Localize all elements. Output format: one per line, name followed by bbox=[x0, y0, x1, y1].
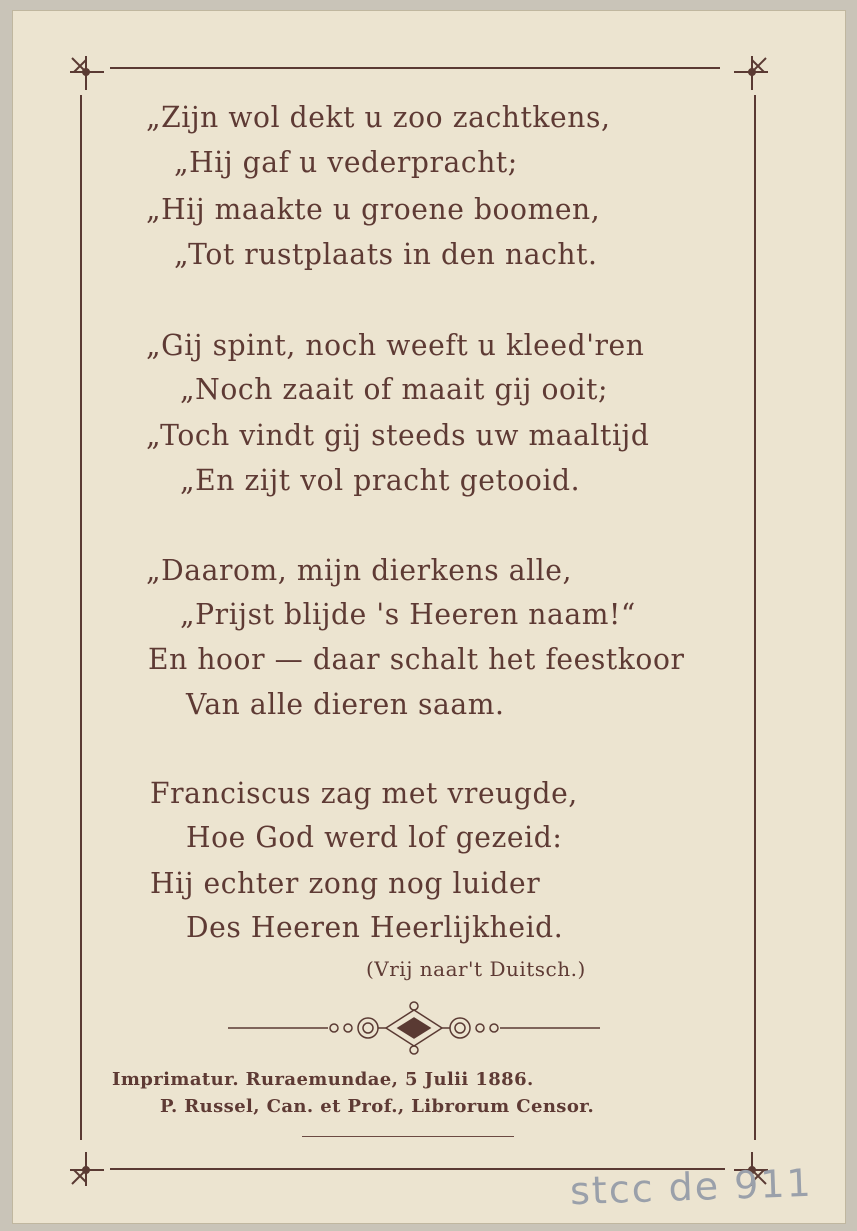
verse-line: Hij echter zong nog luider bbox=[150, 866, 541, 900]
divider-ornament-icon bbox=[228, 1000, 600, 1056]
archive-pencil-mark: stcc de 911 bbox=[569, 1160, 814, 1214]
verse-line: „En zijt vol pracht getooid. bbox=[180, 463, 581, 497]
border-right bbox=[754, 95, 756, 1140]
verse-line: Franciscus zag met vreugde, bbox=[150, 776, 578, 810]
verse-line: „Tot rustplaats in den nacht. bbox=[174, 237, 598, 271]
imprimatur-line: Imprimatur. Ruraemundae, 5 Julii 1886. bbox=[112, 1069, 534, 1090]
border-left bbox=[80, 95, 82, 1140]
verse-line: Hoe God werd lof gezeid: bbox=[186, 820, 563, 854]
verse-line: „Noch zaait of maait gij ooit; bbox=[180, 372, 609, 406]
verse-line: „Daarom, mijn dierkens alle, bbox=[146, 553, 572, 587]
verse-line: „Toch vindt gij steeds uw maaltijd bbox=[146, 418, 650, 452]
verse-line: „Gij spint, noch weeft u kleed'ren bbox=[146, 328, 645, 362]
verse-line: „Prijst blijde 's Heeren naam!“ bbox=[180, 597, 636, 631]
corner-ornament-icon bbox=[66, 1150, 106, 1190]
bottom-rule bbox=[302, 1136, 514, 1137]
corner-ornament-icon bbox=[732, 52, 772, 92]
border-top bbox=[110, 67, 720, 69]
attribution: (Vrij naar't Duitsch.) bbox=[366, 957, 586, 981]
verse-line: En hoor — daar schalt het feestkoor bbox=[148, 642, 685, 676]
corner-ornament-icon bbox=[66, 52, 106, 92]
censor-line: P. Russel, Can. et Prof., Librorum Censor. bbox=[160, 1096, 595, 1117]
verse-line: Des Heeren Heerlijkheid. bbox=[186, 910, 564, 944]
verse-line: Van alle dieren saam. bbox=[186, 687, 505, 721]
verse-line: „Hij maakte u groene boomen, bbox=[146, 192, 601, 226]
verse-line: „Hij gaf u vederpracht; bbox=[174, 145, 518, 179]
verse-line: „Zijn wol dekt u zoo zachtkens, bbox=[146, 100, 611, 134]
